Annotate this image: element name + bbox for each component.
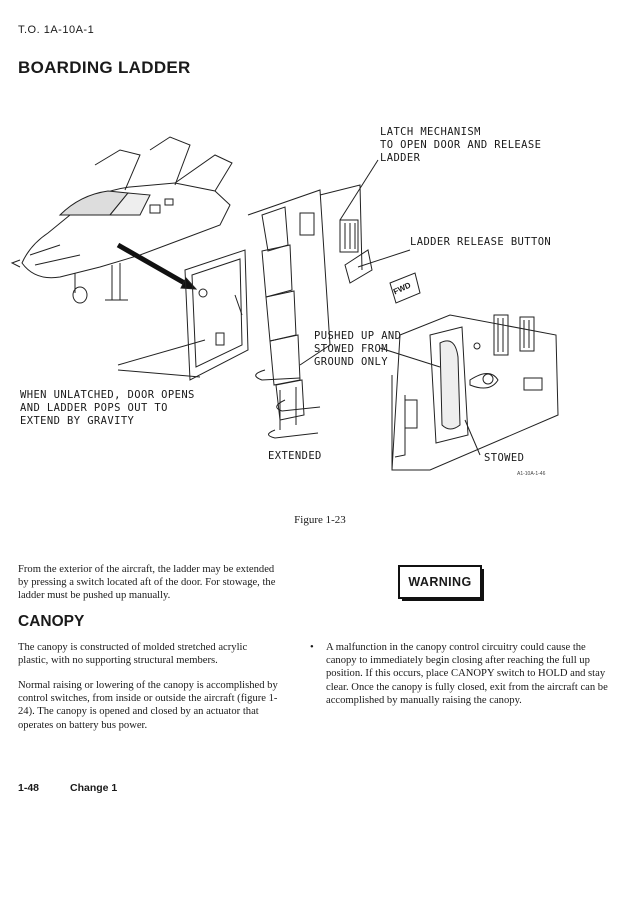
stowed-label: STOWED (484, 452, 525, 464)
ladder-release-button-callout: LADDER RELEASE BUTTON (410, 236, 552, 248)
technical-order-number: T.O. 1A-10A-1 (18, 24, 95, 36)
aircraft-nose-drawing (12, 137, 232, 303)
pushed-up-callout: PUSHED UP AND STOWED FROM GROUND ONLY (314, 330, 402, 368)
warning-list (310, 641, 610, 707)
page-number: 1-48 (18, 782, 40, 794)
bullet-glyph: • (310, 642, 314, 653)
warning-item (310, 641, 610, 707)
stowed-inset-view (392, 315, 558, 470)
section-title: BOARDING LADDER (18, 58, 191, 77)
ladder-paragraph: From the exterior of the aircraft, the ladder may be extended by pressing a switch located aft of the door. For stowage, the ladder must be pushed up manually. (18, 564, 276, 602)
latch-mechanism-callout: LATCH MECHANISM TO OPEN DOOR AND RELEASE LADDER (380, 126, 542, 164)
unlatched-callout: WHEN UNLATCHED, DOOR OPENS AND LADDER POPS OUT TO EXTEND BY GRAVITY (20, 389, 195, 427)
warning-item-text: A malfunction in the canopy control circuitry could cause the canopy to immediately begin closing after reaching the full up position. If this occurs, place CANOPY switch to HOLD and stay clear. Once the canopy is fully closed, exit from the aircraft can be accomplished by manually raising the canopy. (326, 642, 608, 706)
fwd-label: FWD (391, 280, 413, 297)
warning-label: WARNING (398, 565, 482, 599)
canopy-paragraph-2: Normal raising or lowering of the canopy is accomplished by control switches, from inside or outside the aircraft (figure 1-24). The canopy is opened and closed by an actuator that operates on battery bus power. (18, 680, 278, 731)
change-number: Change 1 (70, 782, 118, 794)
door-extended-view (185, 185, 372, 438)
figure-caption: Figure 1-23 (294, 514, 346, 526)
art-code: A1-10A-1-46 (517, 471, 546, 477)
warning-box (398, 565, 484, 601)
extended-label: EXTENDED (268, 450, 322, 462)
canopy-paragraph-1: The canopy is constructed of molded stretched acrylic plastic, with no supporting structural members. (18, 642, 248, 667)
canopy-heading: CANOPY (18, 613, 85, 630)
